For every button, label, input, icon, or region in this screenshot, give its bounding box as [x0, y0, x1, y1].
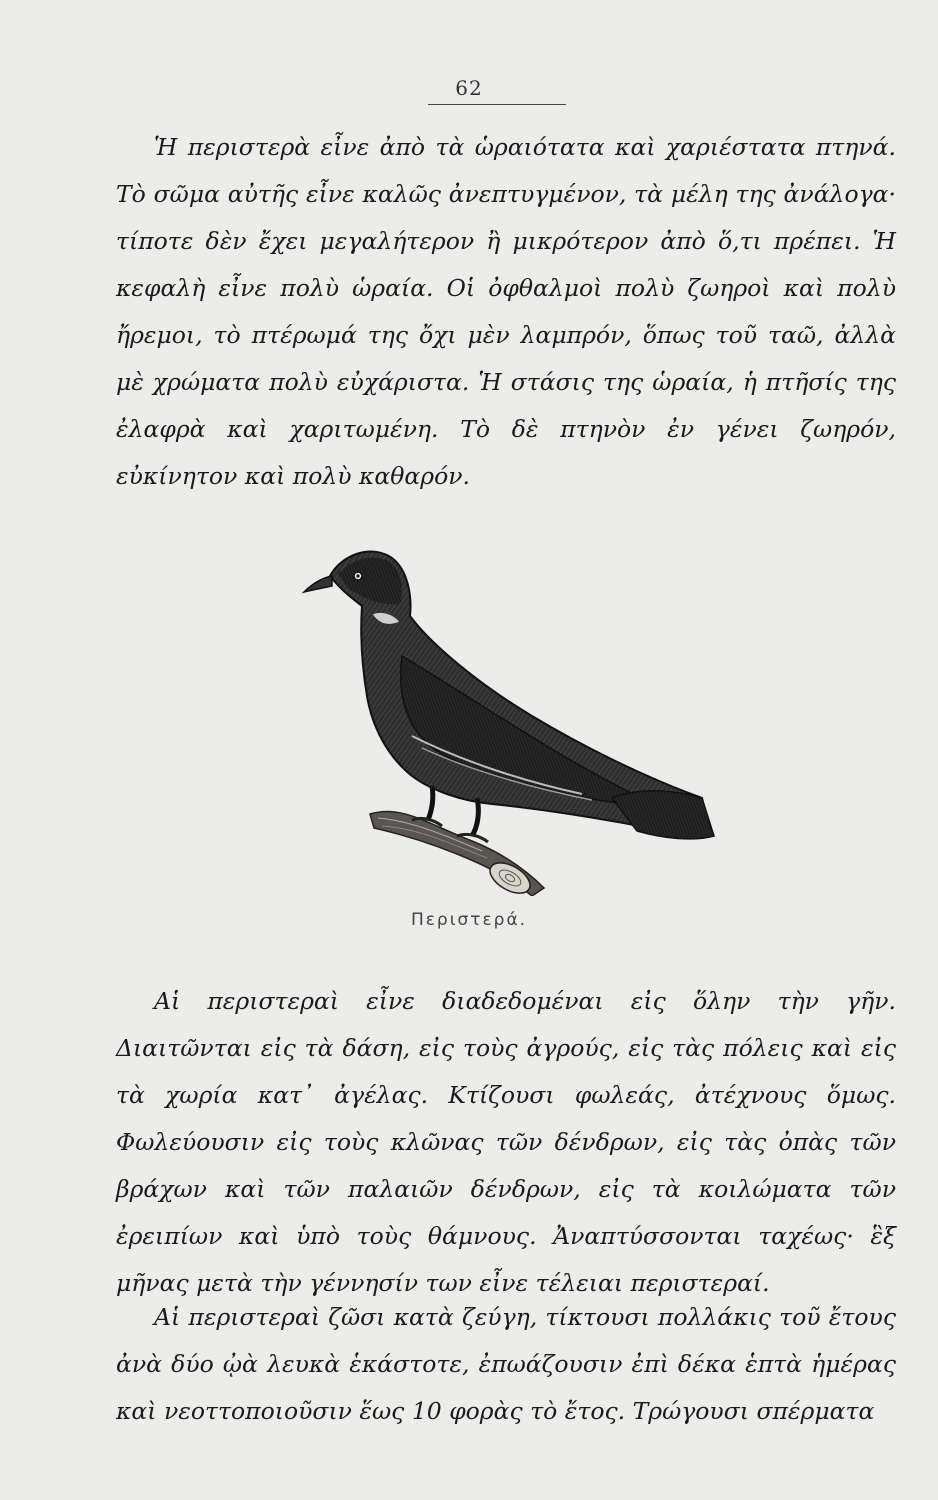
- paragraph-text: Ἡ περιστερὰ εἶνε ἀπὸ τὰ ὡραιότατα καὶ χαριέστατα πτηνά. Τὸ σῶμα αὐτῆς εἶνε καλῶς ἀνεπτυγμένον, τὰ μέλη της ἀνάλογα· τίποτε δὲν ἔχει μεγαλήτερον ἢ μικρότερον ἀπὸ ὅ,τι πρέπει. Ἡ κεφαλὴ εἶνε πολὺ ὡραία. Οἱ ὀφθαλμοὶ πολὺ ζωηροὶ καὶ πολὺ ἤρεμοι, τὸ πτέρωμά της ὄχι μὲν λαμπρόν, ὅπως τοῦ ταῶ, ἀλλὰ μὲ χρώματα πολὺ εὐχάριστα. Ἡ στάσις της ὡραία, ἡ πτῆσίς της ἐλαφρὰ καὶ χαριτωμένη. Τὸ δὲ πτηνὸν ἐν γένει ζωηρόν, εὐκίνητον καὶ πολὺ καθαρόν.: [116, 133, 896, 490]
- header-rule: [428, 104, 566, 105]
- figure-caption: Περιστερά.: [410, 910, 528, 930]
- pigeon-illustration: [282, 536, 722, 896]
- page-number: 62: [455, 76, 483, 100]
- paragraph-text: Αἱ περιστεραὶ ζῶσι κατὰ ζεύγη, τίκτουσι πολλάκις τοῦ ἔτους ἀνὰ δύο ᾠὰ λευκὰ ἑκάστοτε, ἐπωάζουσιν ἐπὶ δέκα ἑπτὰ ἡμέρας καὶ νεοττοποιοῦσιν ἕως 10 φορὰς τὸ ἔτος. Τρώγουσι σπέρματα: [116, 1303, 896, 1425]
- distribution-paragraph: [116, 978, 896, 1307]
- paragraph-text: Αἱ περιστεραὶ εἶνε διαδεδομέναι εἰς ὅλην τὴν γῆν. Διαιτῶνται εἰς τὰ δάση, εἰς τοὺς ἀγρούς, εἰς τὰς πόλεις καὶ εἰς τὰ χωρία κατ᾽ ἀγέλας. Κτίζουσι φωλεάς, ἀτέχνους ὅμως. Φωλεύουσιν εἰς τοὺς κλῶνας τῶν δένδρων, εἰς τὰς ὀπὰς τῶν βράχων καὶ τῶν παλαιῶν δένδρων, εἰς τὰ κοιλώματα τῶν ἐρειπίων καὶ ὑπὸ τοὺς θάμνους. Ἀναπτύσσονται ταχέως· ἓξ μῆνας μετὰ τὴν γέννησίν των εἶνε τέλειαι περιστεραί.: [116, 987, 896, 1297]
- intro-paragraph: [116, 124, 896, 500]
- breeding-paragraph: [116, 1294, 896, 1435]
- pigeon-on-branch-icon: [282, 536, 722, 896]
